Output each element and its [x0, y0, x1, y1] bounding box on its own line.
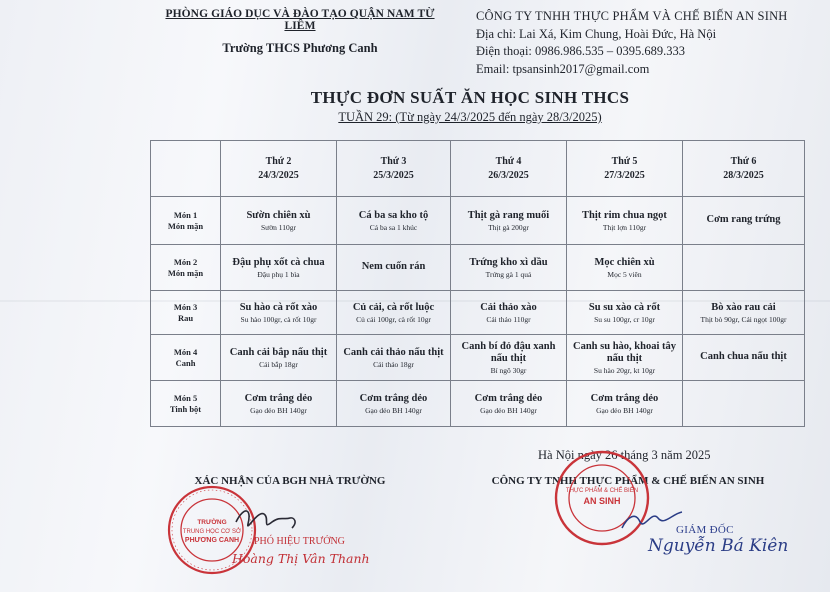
school-confirmation-label: XÁC NHẬN CỦA BGH NHÀ TRƯỜNG: [194, 475, 386, 487]
menu-cell: Thịt rim chua ngọt Thịt lợn 110gr: [567, 197, 683, 245]
day-header: Thứ 5 27/3/2025: [567, 141, 683, 197]
svg-text:TRƯỜNG: TRƯỜNG: [197, 519, 227, 526]
company-email: Email: tpsansinh2017@gmail.com: [476, 61, 650, 76]
menu-cell: Củ cải, cà rốt luộc Củ cải 100gr, cà rốt 10gr: [337, 291, 451, 335]
day-header: Thứ 6 28/3/2025: [683, 141, 805, 197]
menu-cell: Trứng kho xì dầu Trứng gà 1 quả: [451, 245, 567, 291]
menu-cell: [683, 381, 805, 427]
school-signer-name: Hoàng Thị Vân Thanh: [232, 551, 370, 566]
company-name: CÔNG TY TNHH THỰC PHẨM VÀ CHẾ BIẾN AN SINH: [476, 9, 788, 23]
menu-cell: Canh bí đỏ đậu xanh nấu thịt Bí ngô 30gr: [451, 335, 567, 381]
row-label: Món 2 Món mặn: [151, 245, 221, 291]
menu-cell: Canh su hào, khoai tây nấu thịt Su hào 20gr, kt 10gr: [567, 335, 683, 381]
svg-text:PHƯƠNG CANH: PHƯƠNG CANH: [184, 537, 240, 544]
menu-cell: Bò xào rau cải Thịt bò 90gr, Cải ngọt 100gr: [683, 291, 805, 335]
school-name: Trường THCS Phương Canh: [222, 41, 378, 55]
svg-text:THỰC PHẨM & CHẾ BIẾN: THỰC PHẨM & CHẾ BIẾN: [565, 488, 639, 494]
menu-cell: Cơm trắng dẻo Gạo dẻo BH 140gr: [451, 381, 567, 427]
menu-cell: Cơm trắng dẻo Gạo dẻo BH 140gr: [567, 381, 683, 427]
menu-cell: Thịt gà rang muối Thịt gà 200gr: [451, 197, 567, 245]
menu-cell: Sườn chiên xù Sườn 110gr: [221, 197, 337, 245]
header-right: [476, 8, 816, 78]
svg-text:TRUNG HỌC CƠ SỞ: TRUNG HỌC CƠ SỞ: [182, 529, 242, 535]
signing-date: Hà Nội ngày 26 tháng 3 năm 2025: [538, 448, 711, 462]
menu-cell: Cải thảo xào Cải thảo 110gr: [451, 291, 567, 335]
table-row: [151, 335, 805, 381]
company-signer-name: Nguyễn Bá Kiên: [648, 536, 789, 556]
menu-cell: Canh cải thảo nấu thịt Cải thảo 18gr: [337, 335, 451, 381]
vice-principal-title: PHÓ HIỆU TRƯỞNG: [254, 536, 345, 547]
day-header: Thứ 4 26/3/2025: [451, 141, 567, 197]
menu-cell: Cá ba sa kho tộ Cá ba sa 1 khúc: [337, 197, 451, 245]
table-header-corner: [151, 141, 221, 197]
company-address: Địa chỉ: Lai Xá, Kim Chung, Hoài Đức, Hà Nội: [476, 26, 717, 41]
svg-text:AN SINH: AN SINH: [583, 496, 621, 506]
menu-cell: Nem cuốn rán: [337, 245, 451, 291]
row-label: Món 5 Tinh bột: [151, 381, 221, 427]
menu-cell: Cơm trắng dẻo Gạo dẻo BH 140gr: [221, 381, 337, 427]
department-name: PHÒNG GIÁO DỤC VÀ ĐÀO TẠO QUẬN NAM TỪ LIÊM: [165, 8, 435, 32]
row-label: Món 4 Canh: [151, 335, 221, 381]
table-row: [151, 381, 805, 427]
menu-cell: Su hào cà rốt xào Su hào 100gr, cà rốt 10gr: [221, 291, 337, 335]
day-header: Thứ 2 24/3/2025: [221, 141, 337, 197]
menu-cell: Canh chua nấu thịt: [683, 335, 805, 381]
table-header-row: [151, 141, 805, 197]
menu-cell: Mọc chiên xù Mọc 5 viên: [567, 245, 683, 291]
menu-table: [150, 140, 805, 427]
menu-cell: Cơm trắng dẻo Gạo dẻo BH 140gr: [337, 381, 451, 427]
table-row: [151, 245, 805, 291]
header-left: [150, 8, 450, 56]
menu-cell: Đậu phụ xốt cà chua Đậu phụ 1 bìa: [221, 245, 337, 291]
director-title: GIÁM ĐỐC: [676, 524, 734, 536]
week-range: TUẦN 29: (Từ ngày 24/3/2025 đến ngày 28/3/2025): [338, 110, 602, 124]
company-phone: Điện thoại: 0986.986.535 – 0395.689.333: [476, 44, 686, 58]
menu-cell: Cơm rang trứng: [683, 197, 805, 245]
row-label: Món 1 Món mặn: [151, 197, 221, 245]
menu-cell: Su su xào cà rốt Su su 100gr, cr 10gr: [567, 291, 683, 335]
document-title: THỰC ĐƠN SUẤT ĂN HỌC SINH THCS: [310, 88, 630, 107]
company-signature-label: CÔNG TY TNHH THỰC PHẨM & CHẾ BIẾN AN SINH: [491, 475, 765, 487]
table-row: [151, 197, 805, 245]
principal-signature-scribble: [232, 500, 302, 540]
menu-cell: [683, 245, 805, 291]
table-row: [151, 291, 805, 335]
row-label: Món 3 Rau: [151, 291, 221, 335]
menu-cell: Canh cải bắp nấu thịt Cải bắp 18gr: [221, 335, 337, 381]
day-header: Thứ 3 25/3/2025: [337, 141, 451, 197]
